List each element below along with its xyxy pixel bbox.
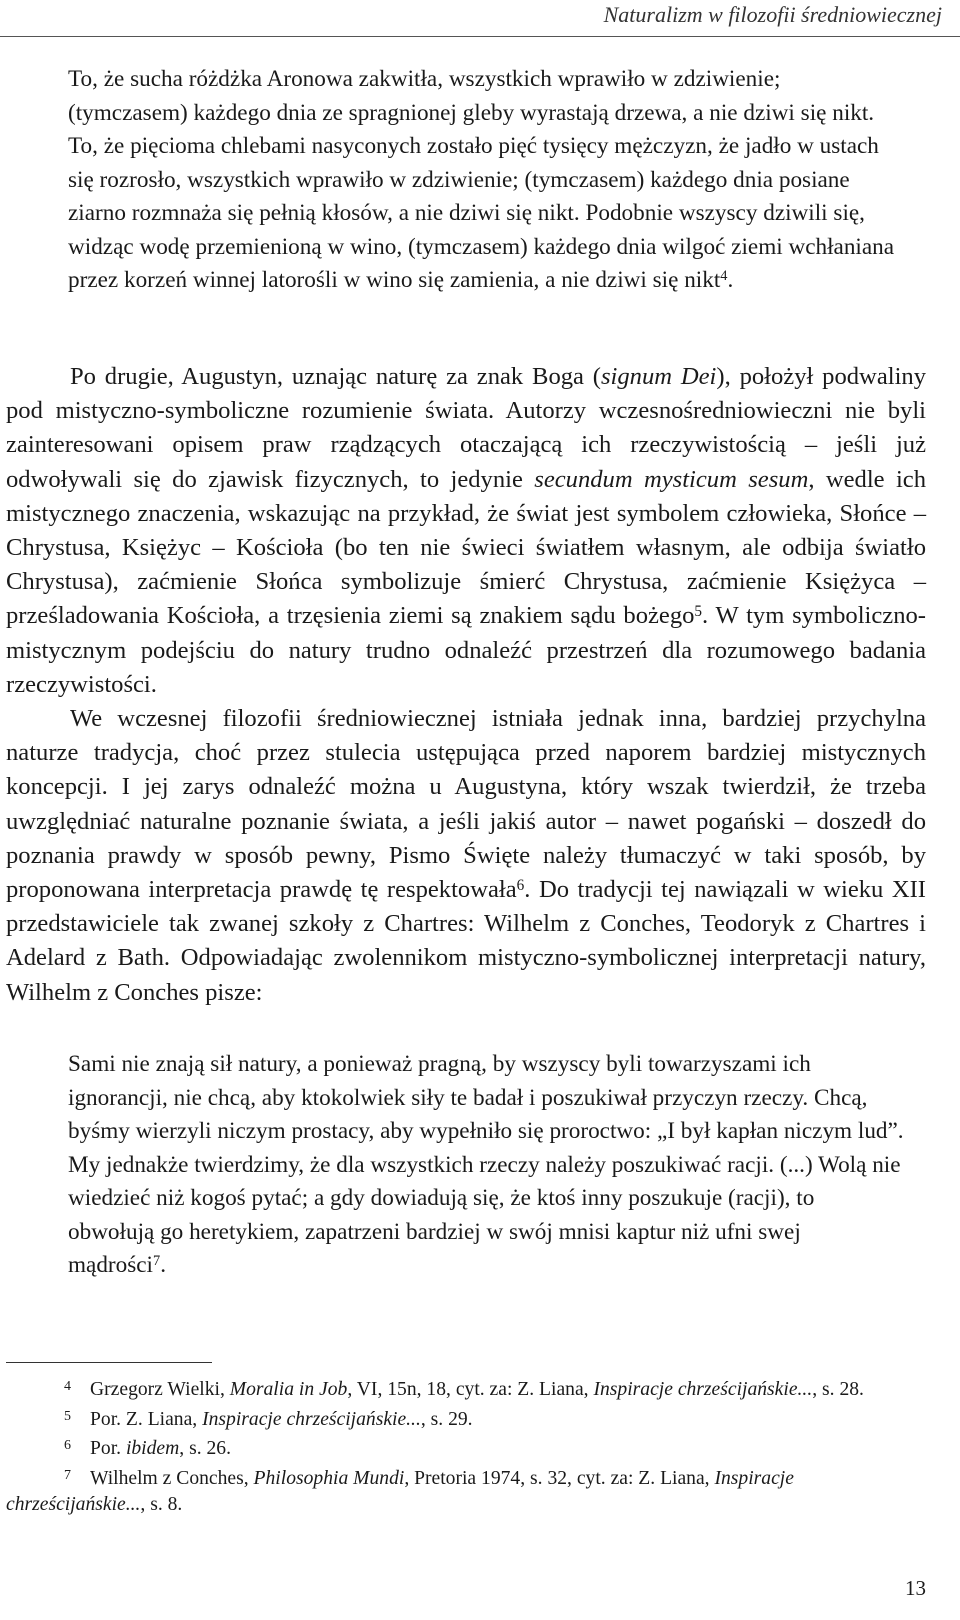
- work-title: Moralia in Job: [229, 1379, 348, 1400]
- block-quote-conches: Sami nie znają sił natury, a ponieważ pragną, by wszyscy byli towarzyszami ich ignorancji, nie chcą, aby ktokolwiek siły te badał i poszukiwał przyczyn rzeczy. Chcą, byśmy wierzyli niczym prostacy, aby wypełniło się proroctwo: „I był kapłan niczym lud”. My jednakże twierdzimy, że dla wszystkich rzeczy należy poszukiwać racji. (...) Wolą nie wiedzieć niż kogoś pytać; a gdy dowiadują się, że ktoś inny poszukuje (racji), to obwołują go heretykiem, zapatrzeni bardziej w swój mnisi kaptur niż ufni swej mądrości$^7$.: [68, 1051, 904, 1278]
- work-title: Inspiracje chrześcijańskie...: [593, 1379, 813, 1400]
- footnote-number: 5: [64, 1408, 71, 1424]
- footnote-7: [6, 1463, 926, 1519]
- footnotes: [6, 1374, 926, 1519]
- main-text: [6, 360, 926, 1010]
- footnote-number: 4: [64, 1379, 71, 1394]
- work-title: Inspiracje chrześcijańskie...: [202, 1408, 421, 1430]
- work-title: Philosophia Mundi: [253, 1467, 405, 1489]
- footnote-ref-6: 6: [516, 877, 525, 895]
- paragraph-text: . W tym symboliczno-mistycznym podejściu do natury trudno odnaleźć przestrzeń dla rozumowego badania rzeczywistości.: [6, 602, 926, 698]
- footnote-text: Por. Z. Liana,: [90, 1408, 203, 1430]
- footnote-text: Wilhelm z Conches,: [90, 1467, 254, 1489]
- footnote-text: , s. 28.: [812, 1379, 864, 1400]
- footnote-5: [6, 1404, 926, 1434]
- paragraph-chartres-tradition: [6, 702, 926, 1010]
- footnote-text: , s. 8.: [140, 1494, 183, 1515]
- paragraph-text: Po drugie, Augustyn, uznając naturę za znak Boga (: [70, 363, 601, 390]
- footnote-text: , s. 29.: [420, 1408, 473, 1430]
- paragraph-augustine-symbolism: [6, 360, 926, 702]
- footnote-text: , s. 26.: [179, 1438, 231, 1459]
- block-quote-gregory: To, że sucha różdżka Aronowa zakwitła, wszystkich wprawiło w zdziwienie; (tymczasem) każdego dnia ze spragnionej gleby wyrastają drzewa, a nie dziwi się nikt. To, że pięcioma chlebami nasyconych zostało pięć tysięcy mężczyzn, że jadło w ustach się rozrosło, wszystkich wprawiło w zdziwienie; (tymczasem) każdego dnia posiane ziarno rozmnaża się pełnią kłosów, a nie dziwi się nikt. Podobnie wszyscy dziwili się, widząc wodę przemienioną w wino, (tymczasem) każdego dnia wilgoć ziemi wchłaniana przez korzeń winnej latorośli w wino się zamienia, a nie dziwi się nikt$^4$.: [68, 66, 895, 293]
- footnote-text: , VI, 15n, 18, cyt. za: Z. Liana,: [347, 1379, 594, 1400]
- footnote-number: 7: [64, 1467, 71, 1483]
- paragraph-text: We wczesnej filozofii średniowiecznej istniała jednak inna, bardziej przychylna naturze tradycja, choć przez stulecia ustępująca przed naporem bardziej mistycznych koncepcji. I jej zarys odnaleźć można u Augustyna, który wszak twierdził, że trzeba uwzględniać naturalne poznanie świata, a jeśli jakiś autor – nawet pogański – doszedł do poznania prawdy w sposób pewny, Pismo Święte należy tłumaczyć w taki sposób, by proponowana interpretacja prawdę tę respektowała: [6, 705, 926, 904]
- paragraph-text: ), położył podwaliny pod mistyczno-symboliczne rozumienie świata. Autorzy wczesnośredniowieczni nie byli zainteresowani opisem praw rządzących otaczającą ich rzeczywistością – jeśli już odwoływali się do zjawisk fizycznych, to jedynie: [6, 363, 926, 493]
- quote-text: To, że sucha różdżka Aronowa zakwitła, wszystkich wprawiło w zdziwienie; (tymczasem) każdego dnia ze spragnionej gleby wyrastają drzewa, a nie dziwi się nikt. To, że pięcioma chlebami nasyconych zostało pięć tysięcy mężczyzn, że jadło w ustach się rozrosło, wszystkich wprawiło w zdziwienie; (tymczasem) każdego dnia posiane ziarno rozmnaża się pełnią kłosów, a nie dziwi się nikt. Podobnie wszyscy dziwili się, widząc wodę przemienioną w wino, (tymczasem) każdego dnia wilgoć ziemi wchłaniana przez korzeń winnej latorośli w wino się zamienia, a nie dziwi się nikt: [68, 66, 895, 293]
- footnote-4: [6, 1374, 926, 1404]
- header-rule: [0, 36, 960, 37]
- page-number: 13: [905, 1576, 926, 1600]
- quote-text: Sami nie znają sił natury, a ponieważ pragną, by wszyscy byli towarzyszami ich ignorancji, nie chcą, aby ktokolwiek siły te badał i poszukiwał przyczyn rzeczy. Chcą, byśmy wierzyli niczym prostacy, aby wypełniło się proroctwo: „I był kapłan niczym lud”. My jednakże twierdzimy, że dla wszystkich rzeczy należy poszukiwać racji. (...) Wolą nie wiedzieć niż kogoś pytać; a gdy dowiadują się, że ktoś inny poszukuje (racji), to obwołują go heretykiem, zapatrzeni bardziej w swój mnisi kaptur niż ufni swej mądrości: [68, 1051, 904, 1278]
- footnote-separator: [6, 1362, 212, 1363]
- footnote-ref-5: 5: [694, 603, 703, 621]
- paragraph-text: , wedle ich mistycznego znaczenia, wskazując na przykład, że świat jest symbolem człowieka, Słońce – Chrystusa, Księżyc – Kościoła (bo ten nie świeci światłem własnym, ale odbija światło Chrystusa), zaćmienie Słońca symbolizuje śmierć Chrystusa, zaćmienie Księżyca – prześladowania Kościoła, a trzęsienia ziemi są znakiem sądu bożego: [6, 465, 927, 630]
- work-title: Inspiracje chrześcijańskie...: [6, 1467, 794, 1515]
- footnote-text: Grzegorz Wielki,: [90, 1379, 230, 1400]
- footnote-ref-4: 4: [720, 268, 728, 284]
- footnote-ref-7: 7: [153, 1253, 161, 1269]
- footnote-text: Por.: [90, 1438, 126, 1459]
- paragraph-text: . Do tradycji tej nawiązali w wieku XII przedstawiciele tak zwanej szkoły z Chartres: Wilhelm z Conches, Teodoryk z Chartres i Adelard z Bath. Odpowiadając zwolennikom mistyczno-symbolicznej interpretacji natury, Wilhelm z Conches pisze:: [6, 876, 926, 1006]
- footnote-6: [6, 1433, 926, 1463]
- running-head-title: Naturalizm w filozofii średniowiecznej: [603, 2, 942, 27]
- work-title: ibidem: [125, 1438, 180, 1459]
- latin-term: signum Dei: [600, 363, 717, 390]
- footnote-text: , Pretoria 1974, s. 32, cyt. za: Z. Liana,: [404, 1467, 715, 1489]
- latin-term: secundum mysticum sesum: [534, 465, 809, 493]
- footnote-number: 6: [64, 1438, 71, 1453]
